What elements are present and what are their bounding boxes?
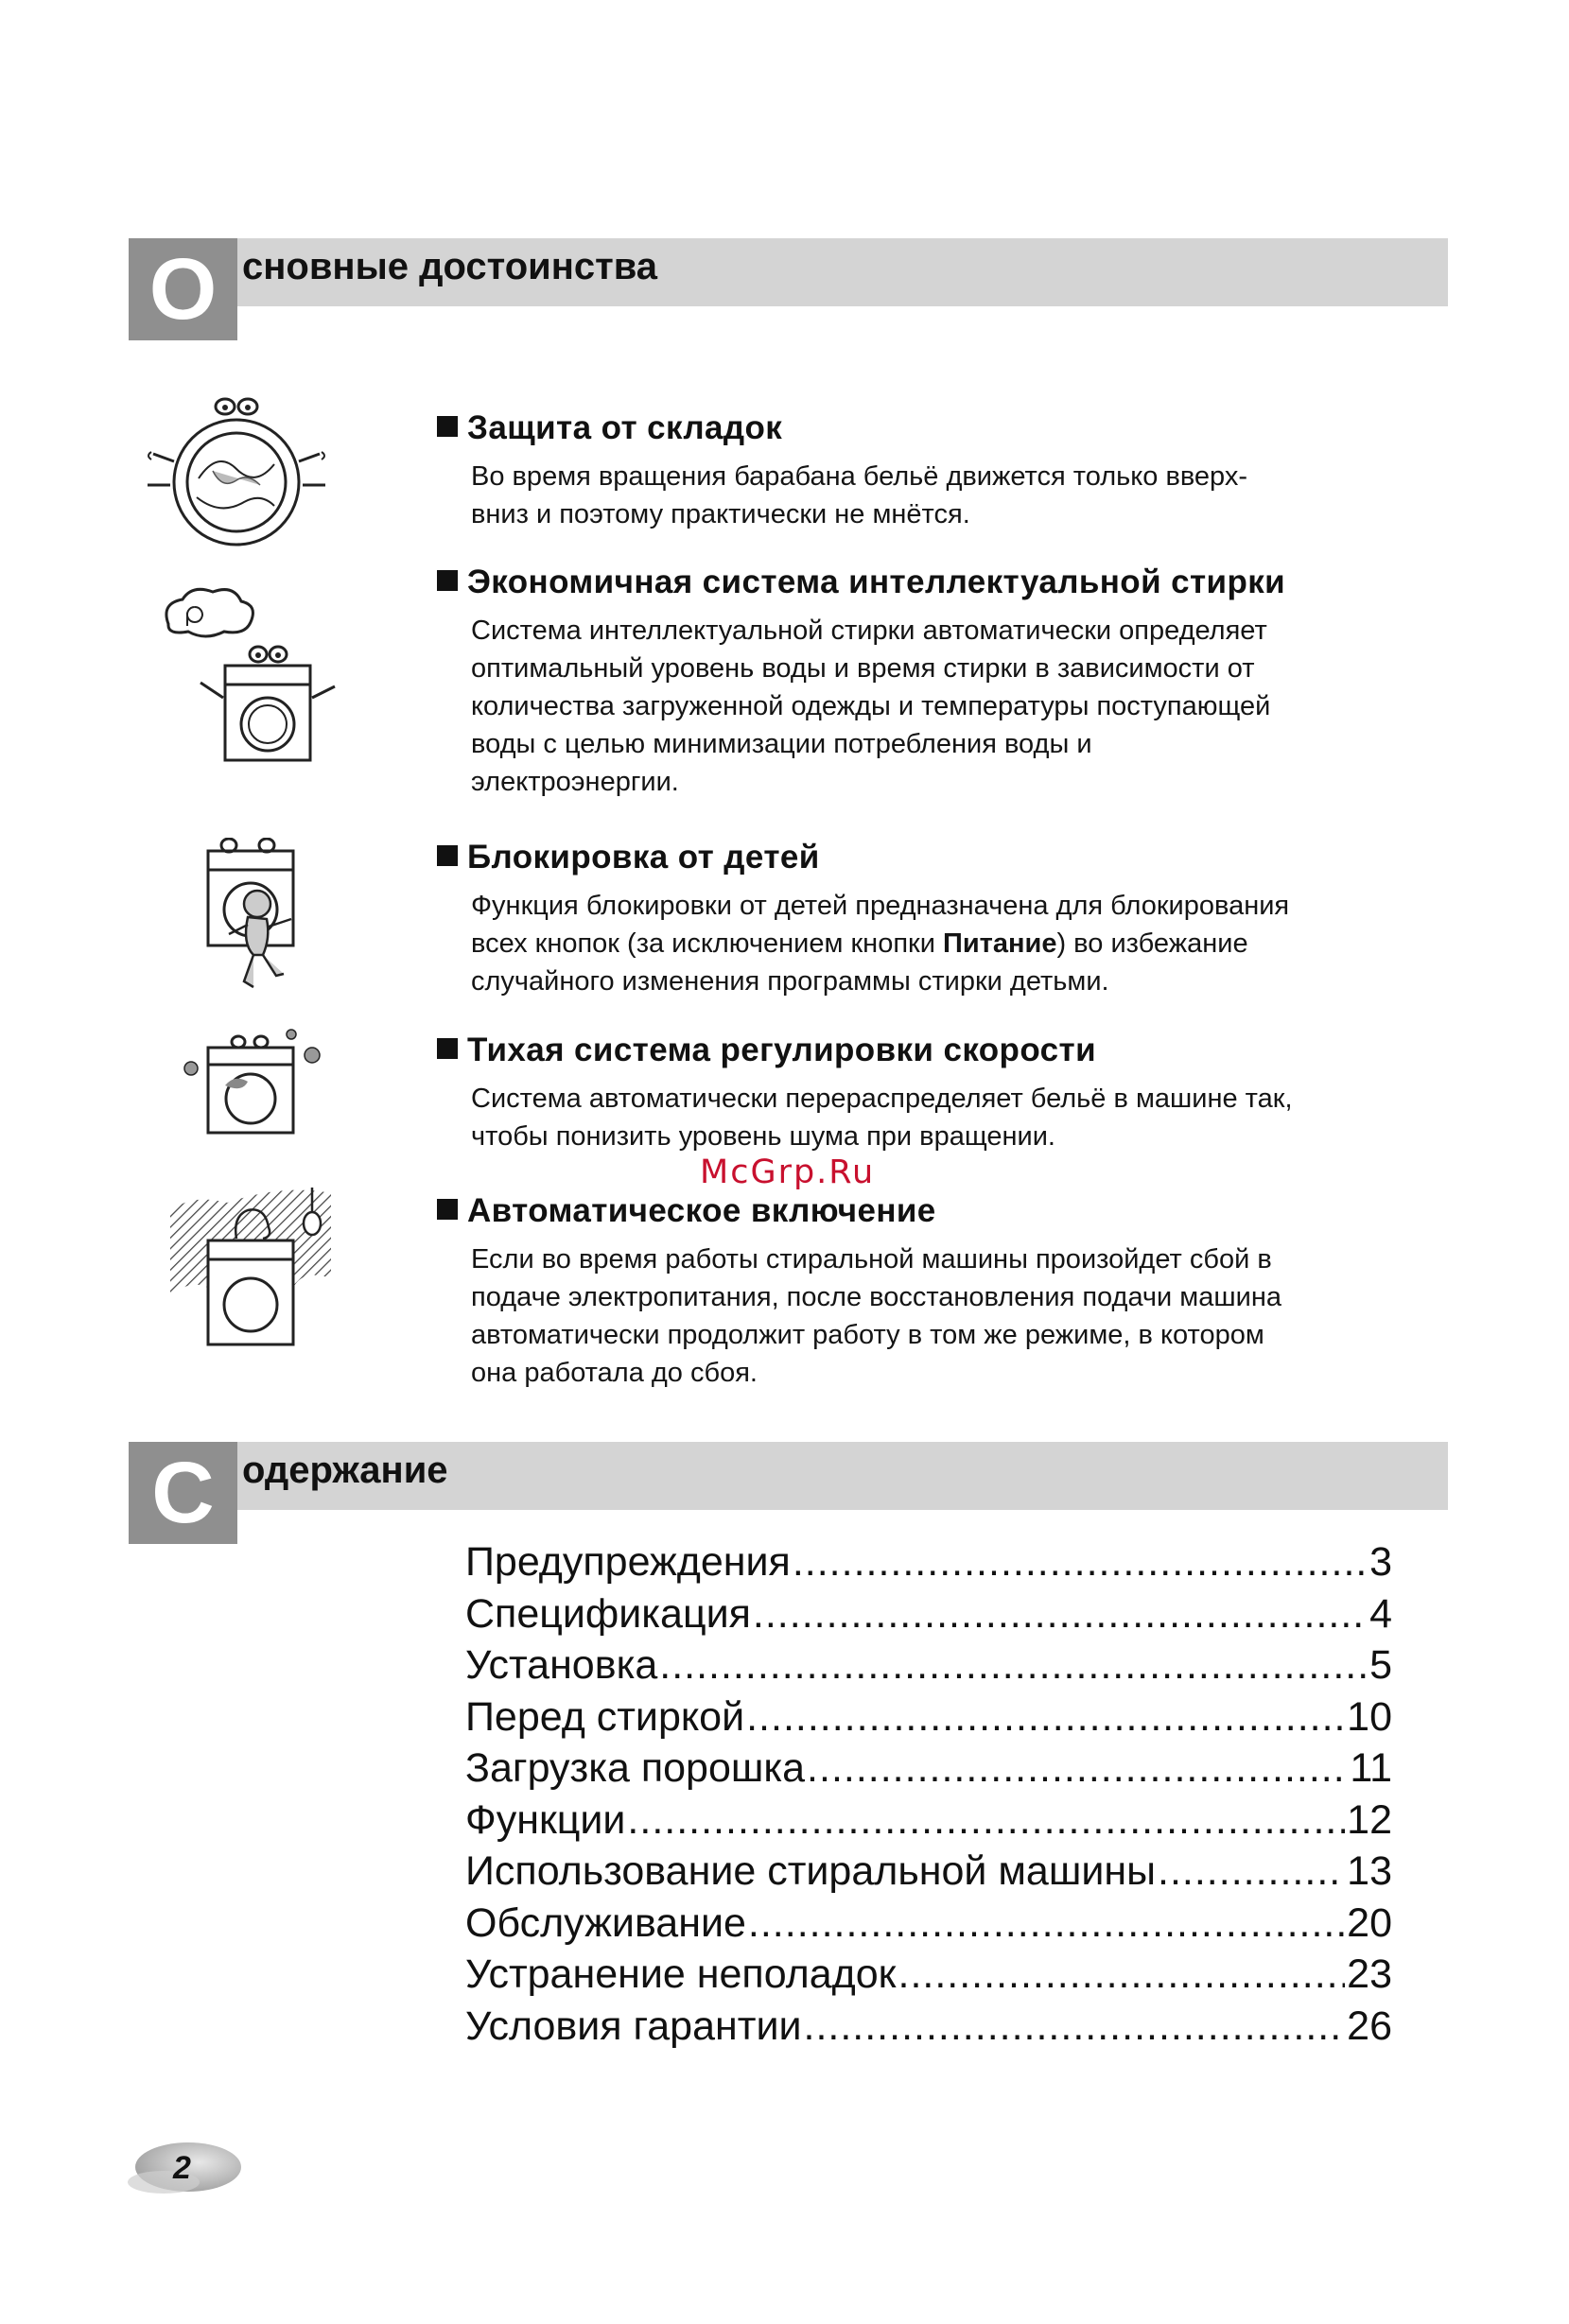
feature-wrinkle-protection xyxy=(437,408,1439,533)
feature-auto-restart xyxy=(437,1191,1439,1392)
square-bullet-icon xyxy=(437,570,458,591)
square-bullet-icon xyxy=(437,845,458,866)
contents-header-letter-box xyxy=(129,1442,237,1544)
toc-leader-dots xyxy=(659,1642,1368,1689)
feature-body-part: Функция блокировки от детей предназначена для блокирования всех кнопок (за исключением кнопки xyxy=(471,891,1290,959)
toc-label: Загрузка порошка xyxy=(465,1745,806,1791)
toc-label: Установка xyxy=(465,1642,658,1688)
feature-title: Блокировка от детей xyxy=(467,839,820,876)
square-bullet-icon xyxy=(437,1199,458,1220)
toc-entry[interactable] xyxy=(465,1642,1392,1694)
toc-leader-dots xyxy=(746,1694,1345,1741)
thinking-washer-icon xyxy=(149,586,339,766)
toc-page-number: 23 xyxy=(1347,1951,1392,1997)
quiet-washer-icon xyxy=(180,1029,331,1142)
toc-page-number: 13 xyxy=(1347,1848,1392,1894)
square-bullet-icon xyxy=(437,416,458,437)
toc-leader-dots xyxy=(1158,1848,1345,1895)
feature-title: Экономичная система интеллектуальной стирки xyxy=(467,564,1286,600)
toc-entry[interactable] xyxy=(465,1591,1392,1643)
watermark: McGrp.Ru xyxy=(700,1153,876,1191)
toc-page-number: 20 xyxy=(1347,1899,1392,1946)
toc-entry[interactable] xyxy=(465,1694,1392,1746)
toc-label: Перед стиркой xyxy=(465,1693,745,1740)
toc-entry[interactable] xyxy=(465,1745,1392,1797)
toc-label: Условия гарантии xyxy=(465,2003,802,2049)
toc-entry[interactable] xyxy=(465,1539,1392,1591)
contents-header-letter: С xyxy=(151,1445,215,1541)
toc-leader-dots xyxy=(793,1539,1368,1586)
toc-page-number: 11 xyxy=(1350,1745,1392,1791)
feature-quiet-speed xyxy=(437,1031,1439,1155)
toc-page-number: 12 xyxy=(1347,1796,1392,1843)
feature-body xyxy=(471,887,1436,1000)
toc-page-number: 3 xyxy=(1369,1539,1392,1585)
page-number-badge xyxy=(126,2139,243,2197)
toc-page-number: 10 xyxy=(1347,1693,1392,1740)
contents-header-title: одержание xyxy=(242,1449,448,1491)
toc-page-number: 26 xyxy=(1347,2003,1392,2049)
toc-label: Функции xyxy=(465,1796,626,1843)
feature-body: Во время вращения барабана бельё движется только вверх- вниз и поэтому практически не мнётся. xyxy=(471,461,1248,529)
features-header-title: сновные достоинства xyxy=(242,246,658,287)
toc-leader-dots xyxy=(753,1591,1368,1638)
feature-body: Если во время работы стиральной машины произойдет сбой в подаче электропитания, после восстановления подачи машина автоматически продолжит работу в том же режиме, в котором она работала до сбоя. xyxy=(471,1244,1281,1388)
feature-child-lock xyxy=(437,838,1439,1000)
feature-body-part: ) во избежание случайного изменения программы стирки детьми. xyxy=(471,928,1248,997)
toc-entry[interactable] xyxy=(465,2003,1392,2055)
drum-character-icon xyxy=(142,395,331,556)
toc-leader-dots xyxy=(748,1900,1345,1947)
feature-body: Система автоматически перераспределяет бельё в машине так, чтобы понизить уровень шума при вращении. xyxy=(471,1084,1293,1152)
page-number: 2 xyxy=(173,2150,191,2186)
toc-leader-dots xyxy=(898,1951,1346,1998)
features-header-letter-box xyxy=(129,238,237,340)
toc-leader-dots xyxy=(807,1745,1348,1792)
power-button-name: Питание xyxy=(942,928,1057,959)
toc-label: Спецификация xyxy=(465,1590,751,1637)
toc-label: Использование стиральной машины xyxy=(465,1848,1157,1894)
toc-entry[interactable] xyxy=(465,1900,1392,1952)
toc-label: Устранение неполадок xyxy=(465,1951,897,1997)
toc-page-number: 5 xyxy=(1369,1642,1392,1688)
toc-label: Обслуживание xyxy=(465,1899,746,1946)
toc-entry[interactable] xyxy=(465,1951,1392,2003)
feature-smart-wash xyxy=(437,563,1439,801)
feature-title: Защита от складок xyxy=(467,409,783,446)
toc-leader-dots xyxy=(627,1797,1345,1844)
features-header-letter: О xyxy=(148,241,218,338)
toc-page-number: 4 xyxy=(1369,1590,1392,1637)
feature-title: Автоматическое включение xyxy=(467,1192,936,1229)
feature-title: Тихая система регулировки скорости xyxy=(467,1032,1096,1068)
square-bullet-icon xyxy=(437,1038,458,1059)
toc-entry[interactable] xyxy=(465,1848,1392,1900)
feature-body: Система интеллектуальной стирки автоматически определяет оптимальный уровень воды и время стирки в зависимости от количества загруженной одежды и температуры поступающей воды с целью минимизации потребления воды и электроэнергии. xyxy=(471,616,1271,797)
table-of-contents xyxy=(465,1539,1392,2055)
toc-entry[interactable] xyxy=(465,1797,1392,1849)
power-restore-washer-icon xyxy=(170,1184,340,1354)
toc-label: Предупреждения xyxy=(465,1539,791,1585)
toc-leader-dots xyxy=(804,2003,1346,2050)
child-lock-washer-icon xyxy=(199,838,312,1003)
